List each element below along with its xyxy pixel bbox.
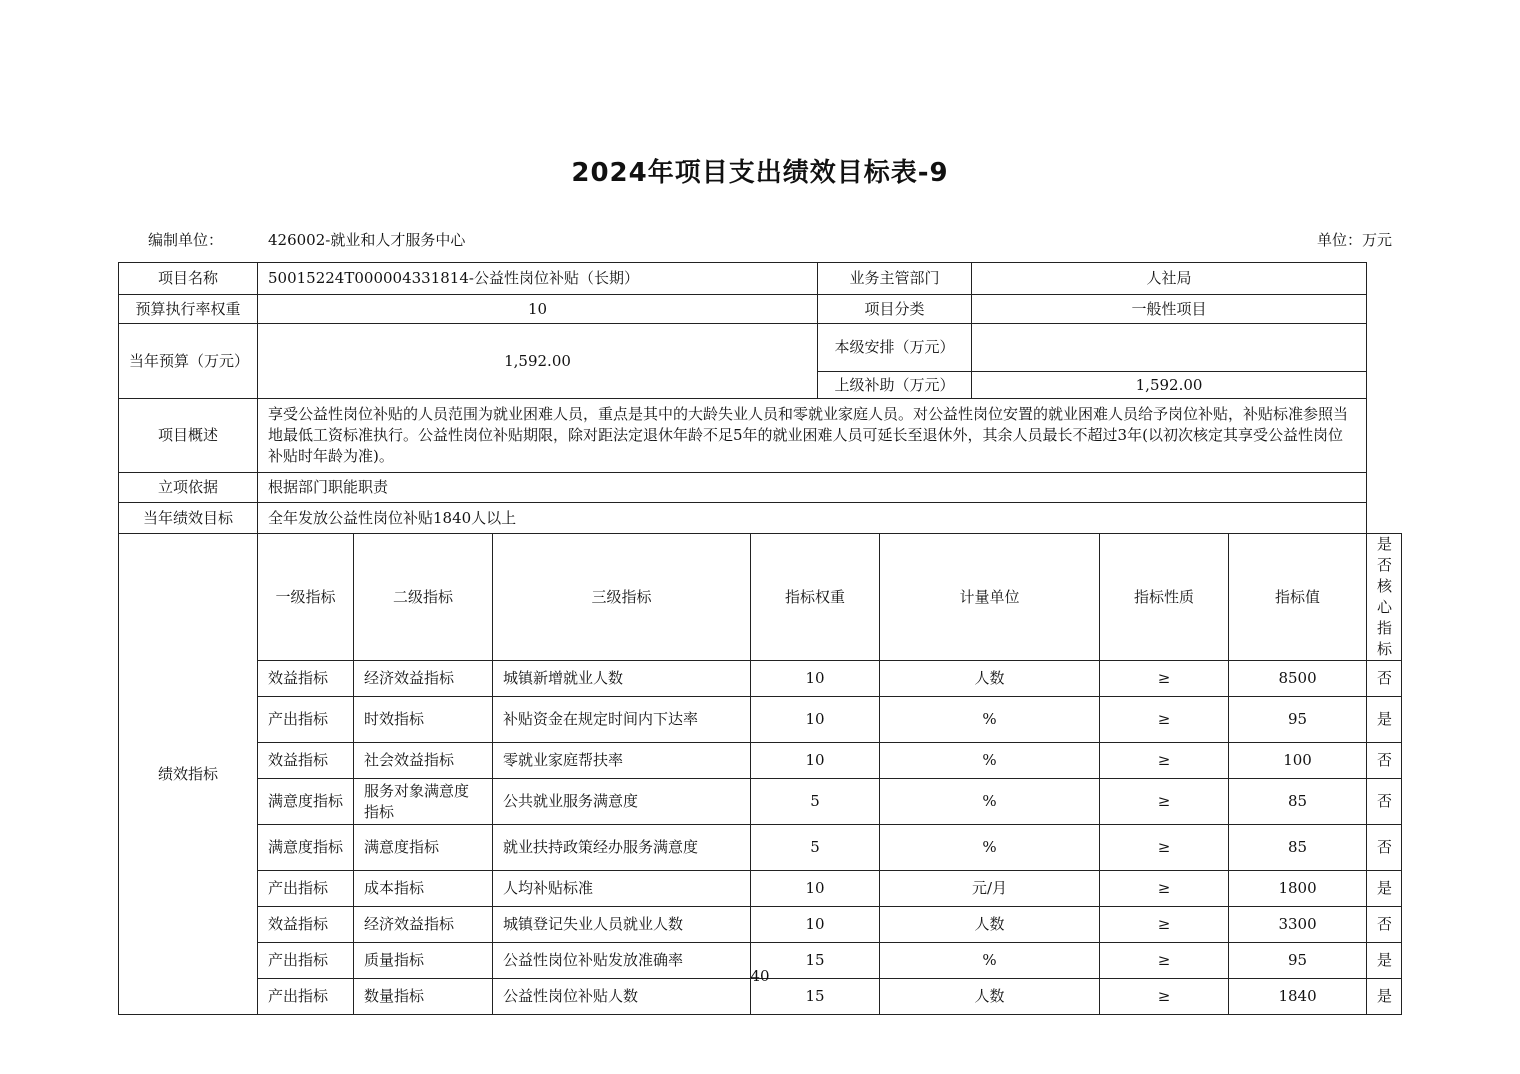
indicator-level1: 效益指标	[258, 907, 354, 943]
header-level2: 二级指标	[354, 534, 493, 661]
indicator-core: 否	[1367, 825, 1402, 871]
indicator-value: 95	[1229, 943, 1367, 979]
indicator-level3: 公益性岗位补贴人数	[493, 979, 751, 1015]
upper-subsidy-value: 1,592.00	[972, 372, 1367, 399]
indicator-level1: 效益指标	[258, 743, 354, 779]
indicator-level2: 满意度指标	[354, 825, 493, 871]
indicator-weight: 10	[751, 697, 880, 743]
basis-label: 立项依据	[119, 473, 258, 503]
header-level3: 三级指标	[493, 534, 751, 661]
indicator-row	[119, 779, 1402, 825]
indicator-value: 8500	[1229, 661, 1367, 697]
indicator-section-label: 绩效指标	[119, 534, 258, 1015]
indicator-nature: ≥	[1100, 743, 1229, 779]
upper-subsidy-label: 上级补助（万元）	[818, 372, 972, 399]
performance-table	[118, 262, 1402, 1015]
rate-weight-label: 预算执行率权重	[119, 295, 258, 324]
indicator-level3: 公共就业服务满意度	[493, 779, 751, 825]
indicator-level2: 时效指标	[354, 697, 493, 743]
indicator-level2: 质量指标	[354, 943, 493, 979]
indicator-weight: 5	[751, 779, 880, 825]
indicator-weight: 10	[751, 743, 880, 779]
indicator-level3: 人均补贴标准	[493, 871, 751, 907]
indicator-level2: 经济效益指标	[354, 661, 493, 697]
indicator-level2: 服务对象满意度指标	[354, 779, 493, 825]
indicator-value: 1840	[1229, 979, 1367, 1015]
indicator-weight: 5	[751, 825, 880, 871]
indicator-unit: %	[880, 743, 1100, 779]
compiling-unit-label: 编制单位：	[148, 231, 224, 249]
header-weight: 指标权重	[751, 534, 880, 661]
page-number: 40	[750, 967, 770, 985]
indicator-level1: 产出指标	[258, 697, 354, 743]
project-name-value: 50015224T000004331814-公益性岗位补贴（长期）	[258, 263, 818, 295]
indicator-level3: 补贴资金在规定时间内下达率	[493, 697, 751, 743]
indicator-level1: 满意度指标	[258, 825, 354, 871]
local-budget-label: 本级安排（万元）	[818, 324, 972, 372]
indicator-level1: 满意度指标	[258, 779, 354, 825]
rate-weight-value: 10	[258, 295, 818, 324]
goal-label: 当年绩效目标	[119, 503, 258, 534]
indicator-nature: ≥	[1100, 697, 1229, 743]
category-label: 项目分类	[818, 295, 972, 324]
indicator-level3: 城镇登记失业人员就业人数	[493, 907, 751, 943]
indicator-value: 85	[1229, 825, 1367, 871]
basis-value: 根据部门职能职责	[258, 473, 1367, 503]
indicator-weight: 10	[751, 907, 880, 943]
indicator-row	[119, 871, 1402, 907]
indicator-nature: ≥	[1100, 907, 1229, 943]
indicator-core: 否	[1367, 743, 1402, 779]
indicator-core: 是	[1367, 871, 1402, 907]
header-value: 指标值	[1229, 534, 1367, 661]
indicator-core: 否	[1367, 779, 1402, 825]
local-budget-value	[972, 324, 1367, 372]
indicator-value: 1800	[1229, 871, 1367, 907]
indicator-unit: %	[880, 697, 1100, 743]
indicator-row	[119, 907, 1402, 943]
goal-value: 全年发放公益性岗位补贴1840人以上	[258, 503, 1367, 534]
indicator-weight: 10	[751, 661, 880, 697]
indicator-unit: %	[880, 825, 1100, 871]
budget-value: 1,592.00	[258, 324, 818, 399]
compiling-unit-value: 426002-就业和人才服务中心	[268, 231, 466, 249]
dept-label: 业务主管部门	[818, 263, 972, 295]
overview-text: 享受公益性岗位补贴的人员范围为就业困难人员，重点是其中的大龄失业人员和零就业家庭人员。对公益性岗位安置的就业困难人员给予岗位补贴，补贴标准参照当地最低工资标准执行。公益性岗位补贴期限，除对距法定退休年龄不足5年的就业困难人员可延长至退休外，其余人员最长不超过3年(以初次核定其享受公益性岗位补贴时年龄为准)。	[258, 399, 1367, 473]
indicator-core: 是	[1367, 697, 1402, 743]
indicator-core: 是	[1367, 943, 1402, 979]
dept-value: 人社局	[972, 263, 1367, 295]
indicator-nature: ≥	[1100, 779, 1229, 825]
indicator-level1: 效益指标	[258, 661, 354, 697]
basis-row	[119, 473, 1402, 503]
indicator-level2: 社会效益指标	[354, 743, 493, 779]
header-nature: 指标性质	[1100, 534, 1229, 661]
indicator-header-row	[119, 534, 1402, 661]
indicator-value: 3300	[1229, 907, 1367, 943]
indicator-weight: 15	[751, 979, 880, 1015]
budget-label: 当年预算（万元）	[119, 324, 258, 399]
indicator-level2: 成本指标	[354, 871, 493, 907]
indicator-unit: 人数	[880, 907, 1100, 943]
indicator-nature: ≥	[1100, 825, 1229, 871]
header-level1: 一级指标	[258, 534, 354, 661]
indicator-value: 100	[1229, 743, 1367, 779]
indicator-core: 否	[1367, 661, 1402, 697]
indicator-level1: 产出指标	[258, 943, 354, 979]
indicator-core: 否	[1367, 907, 1402, 943]
indicator-row	[119, 661, 1402, 697]
indicator-unit: %	[880, 779, 1100, 825]
indicator-row	[119, 743, 1402, 779]
indicator-unit: 元/月	[880, 871, 1100, 907]
indicator-unit: 人数	[880, 661, 1100, 697]
category-value: 一般性项目	[972, 295, 1367, 324]
budget-row	[119, 324, 1402, 372]
indicator-level3: 就业扶持政策经办服务满意度	[493, 825, 751, 871]
indicator-level3: 零就业家庭帮扶率	[493, 743, 751, 779]
rate-weight-row	[119, 295, 1402, 324]
indicator-weight: 15	[751, 943, 880, 979]
project-name-label: 项目名称	[119, 263, 258, 295]
header-core: 是否核心指标	[1367, 534, 1402, 661]
indicator-nature: ≥	[1100, 943, 1229, 979]
indicator-unit: %	[880, 943, 1100, 979]
overview-label: 项目概述	[119, 399, 258, 473]
indicator-core: 是	[1367, 979, 1402, 1015]
indicator-unit: 人数	[880, 979, 1100, 1015]
indicator-nature: ≥	[1100, 661, 1229, 697]
indicator-level1: 产出指标	[258, 871, 354, 907]
goal-row	[119, 503, 1402, 534]
indicator-level3: 公益性岗位补贴发放准确率	[493, 943, 751, 979]
project-name-row	[119, 263, 1402, 295]
indicator-row	[119, 697, 1402, 743]
header-unit: 计量单位	[880, 534, 1100, 661]
indicator-level2: 经济效益指标	[354, 907, 493, 943]
page-title: 2024年项目支出绩效目标表-9	[571, 158, 949, 188]
indicator-weight: 10	[751, 871, 880, 907]
overview-row	[119, 399, 1402, 473]
indicator-level3: 城镇新增就业人数	[493, 661, 751, 697]
indicator-level1: 产出指标	[258, 979, 354, 1015]
currency-unit: 单位：万元	[1316, 231, 1392, 249]
indicator-value: 95	[1229, 697, 1367, 743]
indicator-row	[119, 825, 1402, 871]
indicator-nature: ≥	[1100, 871, 1229, 907]
indicator-level2: 数量指标	[354, 979, 493, 1015]
indicator-nature: ≥	[1100, 979, 1229, 1015]
indicator-value: 85	[1229, 779, 1367, 825]
